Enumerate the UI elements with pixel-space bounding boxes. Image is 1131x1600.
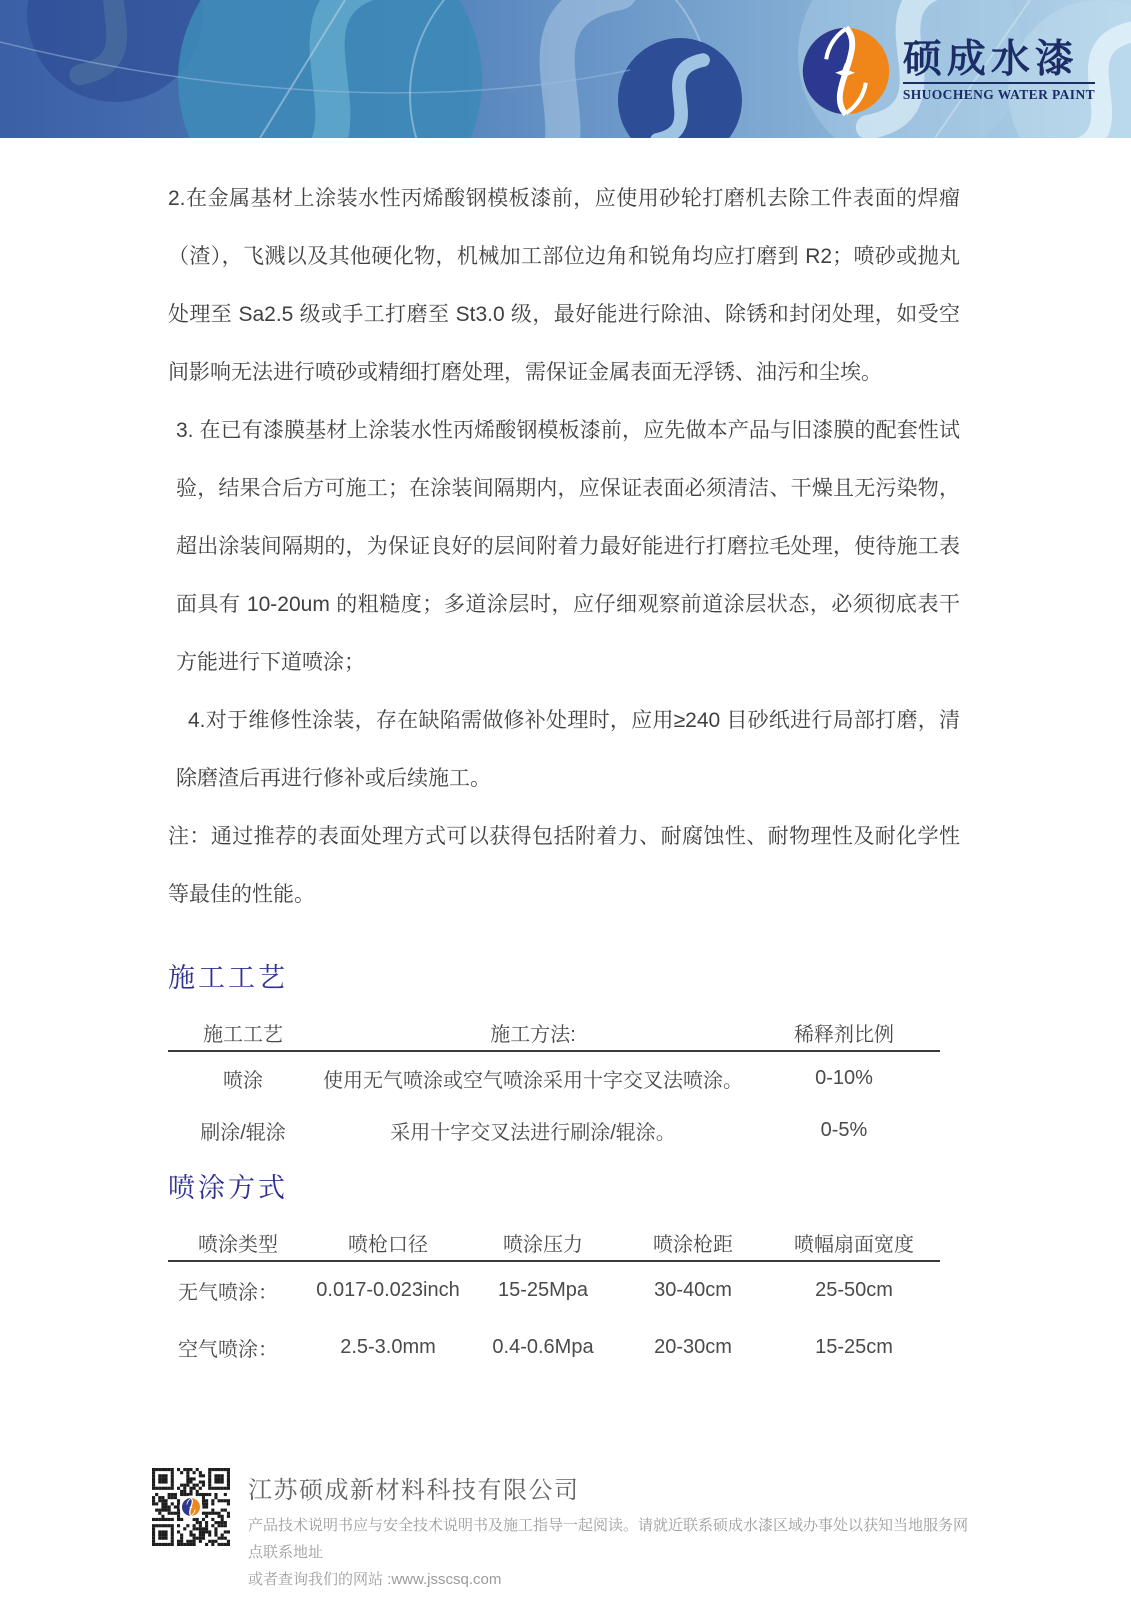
brand-divider [903,82,1095,84]
paragraph-note: 注：通过推荐的表面处理方式可以获得包括附着力、耐腐蚀性、耐物理性及耐化学性等最佳的性能。 [168,825,960,906]
table-cell: 采用十字交叉法进行刷涂/辊涂。 [390,1121,676,1144]
table-cell: 30-40cm [654,1279,732,1301]
column-header: 施工工艺 [168,1014,318,1051]
table-row [168,1051,940,1104]
table-row [168,1104,940,1156]
table-cell: 无气喷涂： [178,1282,278,1304]
company-name: 江苏硕成新材料科技有限公司 [248,1477,580,1504]
section-title-spray-method: 喷涂方式 [168,1173,288,1203]
column-header: 喷幅扇面宽度 [768,1224,940,1261]
table-row [168,1261,940,1319]
brand-name-en: SHUOCHENG WATER PAINT [902,87,1095,103]
table-cell: 刷涂/辊涂 [200,1121,286,1144]
footer-note [248,1512,978,1593]
footer-note-line: 或者查询我们的网站 :www.jsscsq.com [248,1571,502,1588]
column-header: 喷涂类型 [168,1224,308,1261]
column-header: 稀释剂比例 [748,1014,940,1051]
table-cell: 0.017-0.023inch [316,1279,460,1301]
table-cell: 空气喷涂： [178,1339,278,1361]
header-banner [0,0,1131,138]
column-header: 喷枪口径 [308,1224,468,1261]
qr-code [152,1468,230,1546]
table-cell: 0-5% [820,1118,868,1141]
table-header-row [168,1224,940,1261]
body-text [168,170,960,924]
spray-method-table [168,1224,940,1376]
brand-name-cn: 硕成水漆 [902,37,1079,81]
section-title-construction-process: 施工工艺 [168,963,288,993]
paragraph-existing-film: 3. 在已有漆膜基材上涂装水性丙烯酸钢模板漆前，应先做本产品与旧漆膜的配套性试验，结果合后方可施工；在涂装间隔期内，应保证表面必须清洁、干燥且无污染物，超出涂装间隔期的，为保证良好的层间附着力最好能进行打磨拉毛处理，使待施工表面具有 10-20um 的粗糙度；多道涂层时，应仔细观察前道涂层状态，必须彻底表干方能进行下道喷涂； [176,419,960,674]
table-cell: 使用无气喷涂或空气喷涂采用十字交叉法喷涂。 [323,1069,743,1092]
table-cell: 15-25cm [815,1336,893,1358]
table-cell: 25-50cm [815,1279,893,1301]
table-cell: 20-30cm [654,1336,732,1358]
column-header: 喷涂枪距 [618,1224,768,1261]
table-cell: 0.4-0.6Mpa [492,1336,594,1358]
column-header: 施工方法: [318,1014,748,1051]
brand-logo-icon [801,26,891,116]
table-row [168,1319,940,1376]
footer-note-line: 产品技术说明书应与安全技术说明书及施工指导一起阅读。请就近联系硕成水漆区域办事处以获知当地服务网点联系地址 [248,1517,969,1561]
table-cell: 15-25Mpa [497,1279,589,1301]
footer [152,1466,992,1588]
brand-block [801,26,1095,116]
column-header: 喷涂压力 [468,1224,618,1261]
table-cell: 2.5-3.0mm [340,1336,436,1358]
construction-process-table [168,1014,940,1156]
paragraph-repair-coating: 4.对于维修性涂装，存在缺陷需做修补处理时，应用≥240 目砂纸进行局部打磨，清除磨渣后再进行修补或后续施工。 [176,709,960,790]
table-cell: 喷涂 [223,1069,263,1092]
paragraph-surface-prep-metal: 2.在金属基材上涂装水性丙烯酸钢模板漆前，应使用砂轮打磨机去除工件表面的焊瘤（渣），飞溅以及其他硬化物，机械加工部位边角和锐角均应打磨到 R2；喷砂或抛丸处理至 Sa2.5 级或手工打磨至 St3.0 级，最好能进行除油、除锈和封闭处理，如受空间影响无法进行喷砂或精细打磨处理，需保证金属表面无浮锈、油污和尘埃。 [168,187,960,384]
table-header-row [168,1014,940,1051]
table-cell: 0-10% [815,1066,873,1089]
